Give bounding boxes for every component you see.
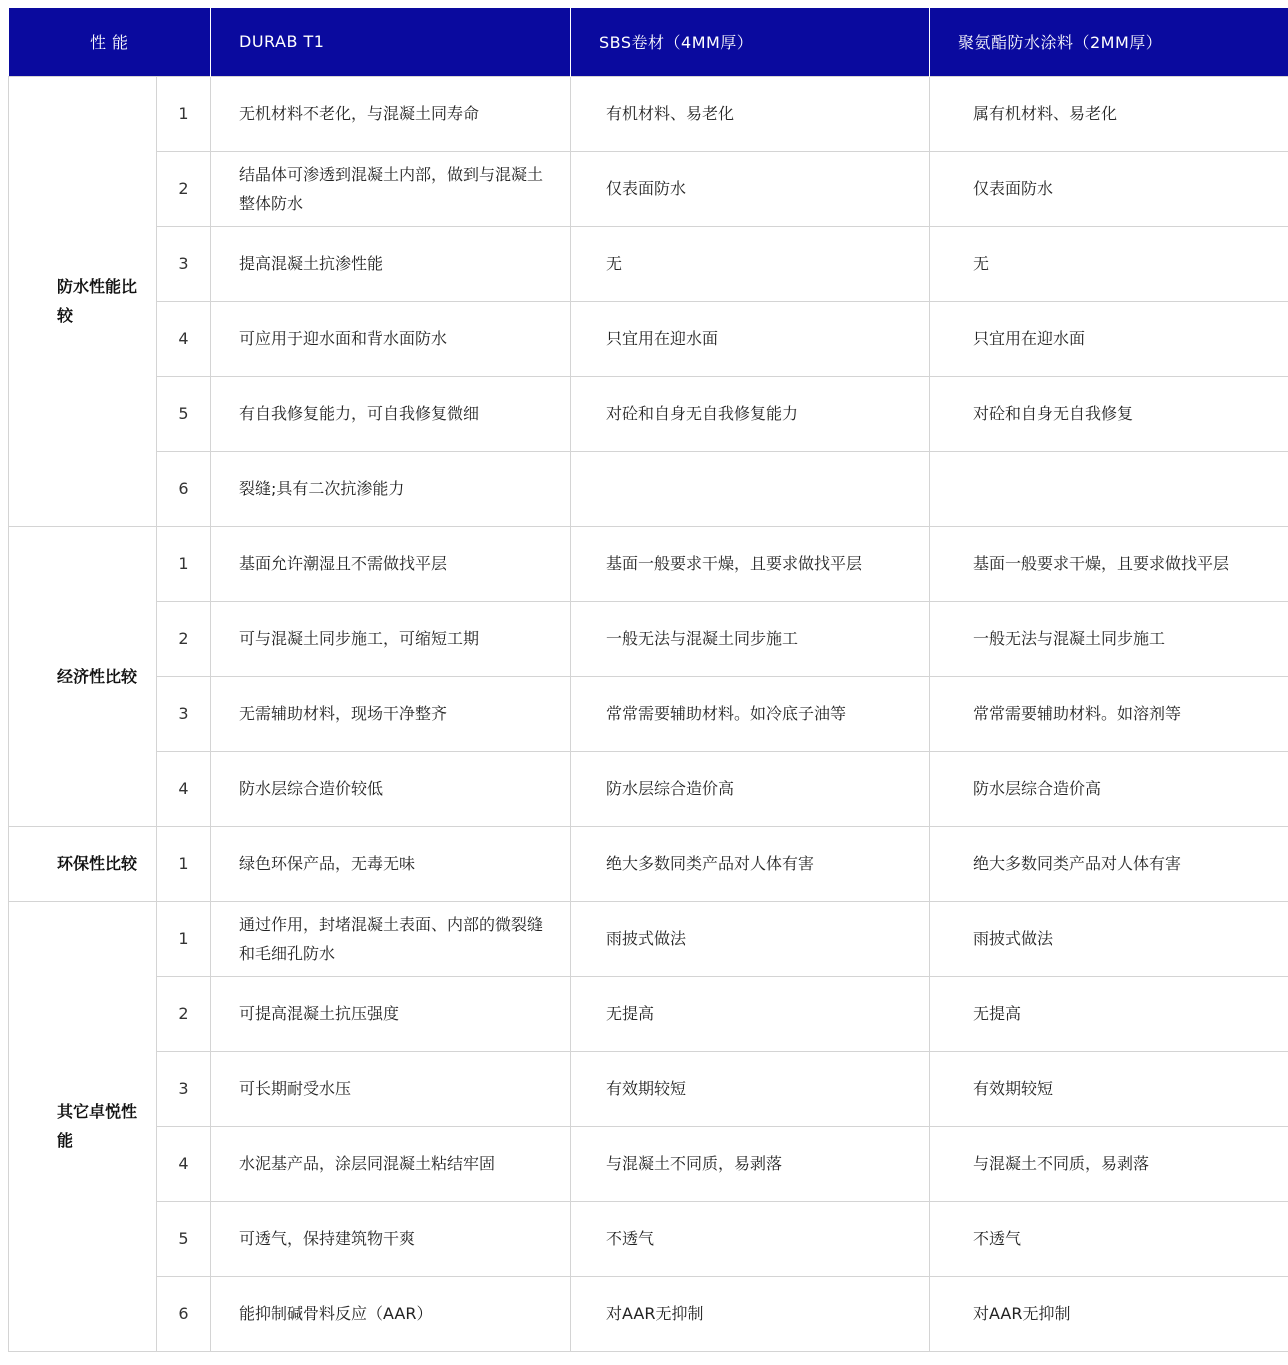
row-number: 2 (157, 976, 211, 1051)
row-number: 4 (157, 301, 211, 376)
table-body (9, 76, 1288, 1351)
durab-cell: 水泥基产品，涂层同混凝土粘结牢固 (211, 1126, 571, 1201)
sbs-cell (571, 451, 930, 526)
sbs-cell: 雨披式做法 (571, 901, 930, 976)
row-number: 1 (157, 901, 211, 976)
polyurethane-cell: 一般无法与混凝土同步施工 (930, 601, 1288, 676)
sbs-cell: 有机材料、易老化 (571, 76, 930, 151)
polyurethane-cell: 绝大多数同类产品对人体有害 (930, 826, 1288, 901)
sbs-cell: 对砼和自身无自我修复能力 (571, 376, 930, 451)
table-row (9, 76, 1288, 151)
polyurethane-cell: 与混凝土不同质，易剥落 (930, 1126, 1288, 1201)
header-durab: DURAB T1 (211, 8, 571, 76)
polyurethane-cell: 对砼和自身无自我修复 (930, 376, 1288, 451)
polyurethane-cell: 基面一般要求干燥，且要求做找平层 (930, 526, 1288, 601)
durab-cell: 绿色环保产品，无毒无味 (211, 826, 571, 901)
durab-cell: 可提高混凝土抗压强度 (211, 976, 571, 1051)
polyurethane-cell: 有效期较短 (930, 1051, 1288, 1126)
polyurethane-cell: 仅表面防水 (930, 151, 1288, 226)
sbs-cell: 不透气 (571, 1201, 930, 1276)
sbs-cell: 一般无法与混凝土同步施工 (571, 601, 930, 676)
table-header (9, 8, 1288, 76)
row-number: 6 (157, 451, 211, 526)
polyurethane-cell: 只宜用在迎水面 (930, 301, 1288, 376)
category-label: 防水性能比较 (9, 76, 157, 526)
durab-cell: 能抑制碱骨料反应（AAR） (211, 1276, 571, 1351)
sbs-cell: 基面一般要求干燥，且要求做找平层 (571, 526, 930, 601)
sbs-cell: 无提高 (571, 976, 930, 1051)
durab-cell: 防水层综合造价较低 (211, 751, 571, 826)
table-row (9, 1126, 1288, 1201)
durab-cell: 无机材料不老化，与混凝土同寿命 (211, 76, 571, 151)
table-row (9, 226, 1288, 301)
sbs-cell: 防水层综合造价高 (571, 751, 930, 826)
sbs-cell: 常常需要辅助材料。如冷底子油等 (571, 676, 930, 751)
durab-cell: 结晶体可渗透到混凝土内部，做到与混凝土整体防水 (211, 151, 571, 226)
table-row (9, 151, 1288, 226)
polyurethane-cell: 对AAR无抑制 (930, 1276, 1288, 1351)
table-row (9, 1051, 1288, 1126)
header-polyurethane: 聚氨酯防水涂料（2MM厚） (930, 8, 1288, 76)
sbs-cell: 仅表面防水 (571, 151, 930, 226)
table-row (9, 826, 1288, 901)
durab-cell: 通过作用，封堵混凝土表面、内部的微裂缝和毛细孔防水 (211, 901, 571, 976)
table-row (9, 1276, 1288, 1351)
row-number: 4 (157, 751, 211, 826)
table-row (9, 676, 1288, 751)
sbs-cell: 有效期较短 (571, 1051, 930, 1126)
table-row (9, 376, 1288, 451)
durab-cell: 可应用于迎水面和背水面防水 (211, 301, 571, 376)
row-number: 6 (157, 1276, 211, 1351)
header-row (9, 8, 1288, 76)
sbs-cell: 无 (571, 226, 930, 301)
durab-cell: 有自我修复能力，可自我修复微细 (211, 376, 571, 451)
row-number: 1 (157, 76, 211, 151)
durab-cell: 裂缝;具有二次抗渗能力 (211, 451, 571, 526)
row-number: 2 (157, 151, 211, 226)
table-row (9, 451, 1288, 526)
table-row (9, 601, 1288, 676)
category-label: 环保性比较 (9, 826, 157, 901)
row-number: 5 (157, 1201, 211, 1276)
row-number: 1 (157, 526, 211, 601)
row-number: 3 (157, 1051, 211, 1126)
table-row (9, 751, 1288, 826)
header-sbs: SBS卷材（4MM厚） (571, 8, 930, 76)
polyurethane-cell: 属有机材料、易老化 (930, 76, 1288, 151)
sbs-cell: 只宜用在迎水面 (571, 301, 930, 376)
row-number: 3 (157, 676, 211, 751)
sbs-cell: 绝大多数同类产品对人体有害 (571, 826, 930, 901)
row-number: 4 (157, 1126, 211, 1201)
durab-cell: 可透气，保持建筑物干爽 (211, 1201, 571, 1276)
category-label: 经济性比较 (9, 526, 157, 826)
table-row (9, 901, 1288, 976)
sbs-cell: 对AAR无抑制 (571, 1276, 930, 1351)
polyurethane-cell: 无提高 (930, 976, 1288, 1051)
polyurethane-cell (930, 451, 1288, 526)
polyurethane-cell: 不透气 (930, 1201, 1288, 1276)
polyurethane-cell: 无 (930, 226, 1288, 301)
polyurethane-cell: 常常需要辅助材料。如溶剂等 (930, 676, 1288, 751)
table-row (9, 1201, 1288, 1276)
row-number: 3 (157, 226, 211, 301)
row-number: 5 (157, 376, 211, 451)
row-number: 1 (157, 826, 211, 901)
comparison-table (8, 8, 1288, 1352)
header-performance: 性 能 (9, 8, 211, 76)
durab-cell: 基面允许潮湿且不需做找平层 (211, 526, 571, 601)
polyurethane-cell: 防水层综合造价高 (930, 751, 1288, 826)
row-number: 2 (157, 601, 211, 676)
durab-cell: 提高混凝土抗渗性能 (211, 226, 571, 301)
durab-cell: 可与混凝土同步施工，可缩短工期 (211, 601, 571, 676)
category-label: 其它卓悦性能 (9, 901, 157, 1351)
durab-cell: 无需辅助材料，现场干净整齐 (211, 676, 571, 751)
durab-cell: 可长期耐受水压 (211, 1051, 571, 1126)
table-row (9, 301, 1288, 376)
sbs-cell: 与混凝土不同质，易剥落 (571, 1126, 930, 1201)
polyurethane-cell: 雨披式做法 (930, 901, 1288, 976)
table-row (9, 976, 1288, 1051)
table-row (9, 526, 1288, 601)
